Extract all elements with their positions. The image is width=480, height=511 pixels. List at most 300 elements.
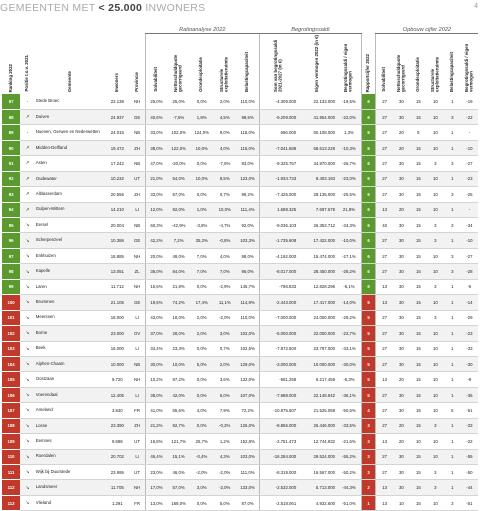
province-cell: NB bbox=[129, 125, 145, 140]
municipality-name: Voerendaal bbox=[35, 387, 105, 402]
position-cell: ↘ bbox=[20, 310, 35, 325]
solvency-cell: 41,0% bbox=[145, 403, 167, 418]
land-exploitation-cell: 10,0% bbox=[190, 171, 213, 186]
position-cell: ↘ bbox=[20, 248, 35, 263]
solvency-cell: 16,8% bbox=[145, 434, 167, 449]
column-header-label: Belastingcapaciteit bbox=[449, 51, 454, 92]
score-cell: 6 bbox=[361, 233, 376, 248]
score-solvency-cell: 27 bbox=[376, 264, 393, 279]
score-net-debt-cell: 20 bbox=[393, 372, 410, 387]
solvency-cell: 23,0% bbox=[145, 465, 167, 480]
budget-balance-cell: 1.688.325 bbox=[259, 202, 298, 217]
solvency-cell: 12,0% bbox=[145, 202, 167, 217]
score-ratio-cell: -55 bbox=[461, 449, 478, 464]
net-debt-cell: 23,3% bbox=[167, 341, 190, 356]
score-solvency-cell: 27 bbox=[376, 449, 393, 464]
score-solvency-cell: 27 bbox=[376, 233, 393, 248]
structural-space-cell: -2,0% bbox=[213, 480, 236, 495]
score-structural-cell: 10 bbox=[427, 264, 444, 279]
net-debt-cell: 21,8% bbox=[167, 279, 190, 294]
score-cell: 6 bbox=[361, 140, 376, 155]
inhabitants-cell: 20.702 bbox=[105, 449, 129, 464]
score-net-debt-cell: 30 bbox=[393, 326, 410, 341]
structural-space-cell: -2,0% bbox=[213, 465, 236, 480]
score-tax-cell: 1 bbox=[444, 341, 461, 356]
budget-balance-cell: -2.751.473 bbox=[259, 434, 298, 449]
table-row bbox=[2, 418, 478, 433]
score-land-cell: 15 bbox=[410, 156, 427, 171]
equity-cell: 22.133.000 bbox=[298, 94, 337, 109]
municipality-name: Scherpenzeel bbox=[35, 233, 105, 248]
page-title bbox=[0, 0, 205, 16]
table-row bbox=[2, 264, 478, 279]
score-cell: 5 bbox=[361, 387, 376, 402]
score-tax-cell: 1 bbox=[444, 434, 461, 449]
net-debt-cell: 65,6% bbox=[167, 403, 190, 418]
inhabitants-cell: 24.937 bbox=[105, 109, 129, 124]
position-cell: ↘ bbox=[20, 295, 35, 310]
province-cell: UT bbox=[129, 465, 145, 480]
table-row bbox=[2, 403, 478, 418]
equity-cell: 68.613.228 bbox=[298, 140, 337, 155]
column-header bbox=[20, 33, 35, 94]
municipality-name: Asten bbox=[35, 156, 105, 171]
net-debt-cell: 46,0% bbox=[167, 465, 190, 480]
score-solvency-cell: 27 bbox=[376, 356, 393, 371]
score-land-cell: 15 bbox=[410, 233, 427, 248]
score-structural-cell: 10 bbox=[427, 326, 444, 341]
score-cell: 5 bbox=[361, 372, 376, 387]
score-tax-cell: 1 bbox=[444, 94, 461, 109]
position-cell: - bbox=[20, 125, 35, 140]
score-structural-cell: 10 bbox=[427, 140, 444, 155]
budget-balance-cell: -10.875.507 bbox=[259, 403, 298, 418]
table-row bbox=[2, 495, 478, 510]
column-header-label: Solvabiliteit bbox=[153, 67, 159, 92]
score-land-cell: 15 bbox=[410, 94, 427, 109]
municipality-name: Borne bbox=[35, 326, 105, 341]
land-exploitation-cell: 5,0% bbox=[190, 356, 213, 371]
score-land-cell: 15 bbox=[410, 356, 427, 371]
equity-cell: 34.870.000 bbox=[298, 156, 337, 171]
structural-space-cell: 5,0% bbox=[213, 495, 236, 510]
inhabitants-cell: 23.390 bbox=[105, 418, 129, 433]
score-structural-cell: 10 bbox=[427, 125, 444, 140]
solvency-cell: 21,2% bbox=[145, 418, 167, 433]
structural-space-cell: 0,7% bbox=[213, 187, 236, 202]
province-cell: LI bbox=[129, 310, 145, 325]
column-header bbox=[236, 33, 259, 94]
net-debt-cell: 7,2% bbox=[167, 233, 190, 248]
score-land-cell: 15 bbox=[410, 187, 427, 202]
rank-cell: 96 bbox=[2, 233, 20, 248]
score-net-debt-cell: 30 bbox=[393, 387, 410, 402]
column-header bbox=[190, 33, 213, 94]
balance-equity-ratio-cell: -27,1% bbox=[337, 248, 361, 263]
score-cell: 6 bbox=[361, 94, 376, 109]
score-cell: 6 bbox=[361, 125, 376, 140]
score-net-debt-cell: 20 bbox=[393, 418, 410, 433]
rank-cell: 99 bbox=[2, 279, 20, 294]
score-cell: 5 bbox=[361, 310, 376, 325]
structural-space-cell: 9,0% bbox=[213, 125, 236, 140]
municipality-name: Alblasserdam bbox=[35, 187, 105, 202]
inhabitants-cell: 22.138 bbox=[105, 94, 129, 109]
budget-balance-cell: -9.036.103 bbox=[259, 218, 298, 233]
rank-cell: 98 bbox=[2, 264, 20, 279]
score-tax-cell: 1 bbox=[444, 387, 461, 402]
rank-cell: 92 bbox=[2, 171, 20, 186]
solvency-cell: 30,0% bbox=[145, 356, 167, 371]
score-land-cell: 15 bbox=[410, 403, 427, 418]
budget-balance-cell: -7.041.688 bbox=[259, 140, 298, 155]
column-header bbox=[444, 33, 461, 94]
solvency-cell: 37,0% bbox=[145, 326, 167, 341]
title-prefix: GEMEENTEN MET bbox=[0, 2, 96, 14]
column-header bbox=[35, 33, 105, 94]
score-structural-cell: 10 bbox=[427, 387, 444, 402]
budget-balance-cell: -2.532.000 bbox=[259, 480, 298, 495]
municipality-name: Brummen bbox=[35, 295, 105, 310]
province-cell: GE bbox=[129, 295, 145, 310]
score-land-cell: 15 bbox=[410, 264, 427, 279]
column-header bbox=[427, 33, 444, 94]
group-header-row bbox=[2, 24, 478, 33]
municipality-name: Landsmeer bbox=[35, 480, 105, 495]
province-cell: UT bbox=[129, 434, 145, 449]
score-structural-cell: 10 bbox=[427, 202, 444, 217]
column-header-label: Begrotingssaldi / eigen vermogen bbox=[343, 43, 353, 92]
budget-balance-cell: -581.258 bbox=[259, 372, 298, 387]
position-cell: ↘ bbox=[20, 326, 35, 341]
score-structural-cell: 3 bbox=[427, 310, 444, 325]
table-row bbox=[2, 295, 478, 310]
score-tax-cell: 1 bbox=[444, 480, 461, 495]
position-cell: ↗ bbox=[20, 202, 35, 217]
score-structural-cell: 10 bbox=[427, 449, 444, 464]
municipality-name: Eemnes bbox=[35, 434, 105, 449]
score-land-cell: 15 bbox=[410, 295, 427, 310]
position-cell: ↘ bbox=[20, 480, 35, 495]
province-cell: NB bbox=[129, 356, 145, 371]
tax-capacity-cell: 99,2% bbox=[236, 187, 259, 202]
solvency-cell: 38,0% bbox=[145, 140, 167, 155]
net-debt-cell: 57,0% bbox=[167, 187, 190, 202]
score-ratio-cell: -30 bbox=[461, 356, 478, 371]
score-structural-cell: 3 bbox=[427, 279, 444, 294]
score-net-debt-cell: 30 bbox=[393, 264, 410, 279]
tax-capacity-cell: 123,0% bbox=[236, 171, 259, 186]
solvency-cell: 20,0% bbox=[145, 248, 167, 263]
table-row bbox=[2, 187, 478, 202]
column-header-row bbox=[2, 33, 478, 94]
rank-cell: 102 bbox=[2, 326, 20, 341]
inhabitants-cell: 12.405 bbox=[105, 387, 129, 402]
score-cell: 5 bbox=[361, 356, 376, 371]
column-header-label: Eigen vermogen 2022 (in €) bbox=[314, 35, 320, 92]
score-tax-cell: 1 bbox=[444, 125, 461, 140]
land-exploitation-cell: -3,8% bbox=[190, 218, 213, 233]
score-solvency-cell: 13 bbox=[376, 434, 393, 449]
position-cell: ↗ bbox=[20, 171, 35, 186]
score-net-debt-cell: 20 bbox=[393, 140, 410, 155]
score-cell: 2 bbox=[361, 480, 376, 495]
tax-capacity-cell: 96,0% bbox=[236, 264, 259, 279]
balance-equity-ratio-cell: -23,0% bbox=[337, 171, 361, 186]
table-row bbox=[2, 341, 478, 356]
province-cell: GE bbox=[129, 109, 145, 124]
score-structural-cell: 3 bbox=[427, 233, 444, 248]
score-ratio-cell: -9 bbox=[461, 372, 478, 387]
score-solvency-cell: 13 bbox=[376, 295, 393, 310]
position-cell: ↗ bbox=[20, 109, 35, 124]
tax-capacity-cell: 102,5% bbox=[236, 341, 259, 356]
position-cell: ↘ bbox=[20, 387, 35, 402]
score-structural-cell: 3 bbox=[427, 465, 444, 480]
score-net-debt-cell: 30 bbox=[393, 94, 410, 109]
province-cell: NH bbox=[129, 94, 145, 109]
province-cell: NB bbox=[129, 218, 145, 233]
score-land-cell: 15 bbox=[410, 449, 427, 464]
table-row bbox=[2, 449, 478, 464]
province-cell: ZL bbox=[129, 264, 145, 279]
municipality-name: Nuenen, Gerwen en Nederwetten bbox=[35, 125, 105, 140]
rank-cell: 105 bbox=[2, 372, 20, 387]
balance-equity-ratio-cell: -36,1% bbox=[337, 387, 361, 402]
score-ratio-cell: -25 bbox=[461, 187, 478, 202]
column-header-label: Gemeente bbox=[66, 70, 72, 92]
equity-cell: 22.148.942 bbox=[298, 387, 337, 402]
score-structural-cell: 10 bbox=[427, 434, 444, 449]
equity-cell: 23.797.000 bbox=[298, 341, 337, 356]
score-solvency-cell: 40 bbox=[376, 218, 393, 233]
score-structural-cell: 10 bbox=[427, 295, 444, 310]
score-cell: 6 bbox=[361, 218, 376, 233]
score-net-debt-cell: 30 bbox=[393, 341, 410, 356]
balance-equity-ratio-cell: -28,2% bbox=[337, 264, 361, 279]
score-ratio-cell: -36 bbox=[461, 387, 478, 402]
score-ratio-cell: -33 bbox=[461, 418, 478, 433]
net-debt-cell: 122,0% bbox=[167, 140, 190, 155]
score-solvency-cell: 13 bbox=[376, 202, 393, 217]
structural-space-cell: 7,9% bbox=[213, 403, 236, 418]
rank-cell: 109 bbox=[2, 434, 20, 449]
tax-capacity-cell: 98,0% bbox=[236, 248, 259, 263]
score-tax-cell: 3 bbox=[444, 264, 461, 279]
balance-equity-ratio-cell: 1,3% bbox=[337, 125, 361, 140]
province-cell: LI bbox=[129, 387, 145, 402]
inhabitants-cell: 10.232 bbox=[105, 171, 129, 186]
tax-capacity-cell: 111,0% bbox=[236, 465, 259, 480]
score-cell: 3 bbox=[361, 418, 376, 433]
column-header-label: Rapportcijfer 2022 bbox=[365, 53, 371, 92]
column-header bbox=[129, 33, 145, 94]
inhabitants-cell: 13.051 bbox=[105, 264, 129, 279]
score-net-debt-cell: 30 bbox=[393, 218, 410, 233]
score-structural-cell: 10 bbox=[427, 403, 444, 418]
balance-equity-ratio-cell: -10,0% bbox=[337, 233, 361, 248]
column-header bbox=[298, 33, 337, 94]
score-ratio-cell: -33 bbox=[461, 341, 478, 356]
inhabitants-cell: 11.705 bbox=[105, 480, 129, 495]
solvency-cell: 42,2% bbox=[145, 233, 167, 248]
score-solvency-cell: 27 bbox=[376, 326, 393, 341]
table-row bbox=[2, 171, 478, 186]
score-ratio-cell: -50 bbox=[461, 465, 478, 480]
equity-cell: 24.000.000 bbox=[298, 310, 337, 325]
balance-equity-ratio-cell: -21,6% bbox=[337, 434, 361, 449]
score-structural-cell: 3 bbox=[427, 480, 444, 495]
tax-capacity-cell: 92,0% bbox=[236, 218, 259, 233]
municipality-name: Enkhuizen bbox=[35, 248, 105, 263]
score-net-debt-cell: 30 bbox=[393, 187, 410, 202]
score-structural-cell: 3 bbox=[427, 156, 444, 171]
position-cell: ↘ bbox=[20, 233, 35, 248]
solvency-cell: 38,0% bbox=[145, 387, 167, 402]
score-ratio-cell: -51 bbox=[461, 495, 478, 510]
score-solvency-cell: 13 bbox=[376, 372, 393, 387]
inhabitants-cell: 21.105 bbox=[105, 295, 129, 310]
equity-cell: 4.932.600 bbox=[298, 495, 337, 510]
equity-cell: 26.353.712 bbox=[298, 218, 337, 233]
net-debt-cell: 97,2% bbox=[167, 372, 190, 387]
score-ratio-cell: - bbox=[461, 202, 478, 217]
solvency-cell: 46,4% bbox=[145, 449, 167, 464]
tax-capacity-cell: 146,7% bbox=[236, 279, 259, 294]
solvency-cell: 25,0% bbox=[145, 94, 167, 109]
rank-cell: 107 bbox=[2, 403, 20, 418]
position-cell: ↗ bbox=[20, 140, 35, 155]
score-tax-cell: 1 bbox=[444, 418, 461, 433]
inhabitants-cell: 10.386 bbox=[105, 233, 129, 248]
score-land-cell: 5 bbox=[410, 125, 427, 140]
table-row bbox=[2, 109, 478, 124]
balance-equity-ratio-cell: -14,0% bbox=[337, 295, 361, 310]
position-cell: ↘ bbox=[20, 218, 35, 233]
equity-cell: 15.474.000 bbox=[298, 248, 337, 263]
group-header-begroting: Begrotingssaldi bbox=[259, 24, 361, 33]
tax-capacity-cell: 152,8% bbox=[236, 434, 259, 449]
inhabitants-cell: 20.004 bbox=[105, 218, 129, 233]
score-cell: 6 bbox=[361, 202, 376, 217]
net-debt-cell: 15,1% bbox=[167, 449, 190, 464]
score-cell: 3 bbox=[361, 465, 376, 480]
balance-equity-ratio-cell: -33,1% bbox=[337, 341, 361, 356]
balance-equity-ratio-cell: -19,5% bbox=[337, 94, 361, 109]
municipality-name: Eersel bbox=[35, 218, 105, 233]
position-cell: ↗ bbox=[20, 156, 35, 171]
score-ratio-cell: -6 bbox=[461, 279, 478, 294]
net-debt-cell: 102,0% bbox=[167, 125, 190, 140]
score-land-cell: 15 bbox=[410, 495, 427, 510]
municipality-name: Stede Broec bbox=[35, 94, 105, 109]
net-debt-cell: 10,0% bbox=[167, 356, 190, 371]
score-solvency-cell: 27 bbox=[376, 187, 393, 202]
score-ratio-cell: -10 bbox=[461, 233, 478, 248]
score-tax-cell: 3 bbox=[444, 156, 461, 171]
province-cell: ZH bbox=[129, 140, 145, 155]
municipality-name: Oostzaan bbox=[35, 372, 105, 387]
inhabitants-cell: 10.000 bbox=[105, 356, 129, 371]
structural-space-cell: 8,5% bbox=[213, 171, 236, 186]
budget-balance-cell: -786.833 bbox=[259, 279, 298, 294]
equity-cell: 12.828.296 bbox=[298, 279, 337, 294]
column-header-label: Grondexploitatie bbox=[198, 57, 204, 92]
score-cell: 5 bbox=[361, 341, 376, 356]
rank-cell: 95 bbox=[2, 218, 20, 233]
structural-space-cell: -0,8% bbox=[213, 233, 236, 248]
score-land-cell: 15 bbox=[410, 202, 427, 217]
land-exploitation-cell: 0,0% bbox=[190, 372, 213, 387]
score-structural-cell: 10 bbox=[427, 248, 444, 263]
score-net-debt-cell: 30 bbox=[393, 279, 410, 294]
equity-cell: 8.403.193 bbox=[298, 171, 337, 186]
score-solvency-cell: 13 bbox=[376, 495, 393, 510]
column-header-label: Solvabiliteit bbox=[381, 67, 387, 92]
column-header bbox=[2, 33, 20, 94]
score-tax-cell: 3 bbox=[444, 218, 461, 233]
table-row bbox=[2, 310, 478, 325]
tax-capacity-cell: 103,0% bbox=[236, 449, 259, 464]
land-exploitation-cell: 0,0% bbox=[190, 279, 213, 294]
structural-space-cell: -0,2% bbox=[213, 418, 236, 433]
structural-space-cell: 7,0% bbox=[213, 264, 236, 279]
province-cell: OV bbox=[129, 326, 145, 341]
score-structural-cell: 10 bbox=[427, 356, 444, 371]
score-solvency-cell: 27 bbox=[376, 109, 393, 124]
tax-capacity-cell: 102,0% bbox=[236, 326, 259, 341]
municipality-name: Duiven bbox=[35, 109, 105, 124]
rank-cell: 93 bbox=[2, 187, 20, 202]
province-cell: LI bbox=[129, 341, 145, 356]
tax-capacity-cell: 111,4% bbox=[236, 202, 259, 217]
tax-capacity-cell: 107,0% bbox=[236, 387, 259, 402]
table-row bbox=[2, 125, 478, 140]
budget-balance-cell: 656.000 bbox=[259, 125, 298, 140]
tax-capacity-cell: 103,3% bbox=[236, 233, 259, 248]
equity-cell: 17.417.000 bbox=[298, 295, 337, 310]
province-cell: ZH bbox=[129, 187, 145, 202]
equity-cell: 17.422.000 bbox=[298, 233, 337, 248]
tax-capacity-cell: 133,0% bbox=[236, 480, 259, 495]
score-net-debt-cell: 30 bbox=[393, 248, 410, 263]
tax-capacity-cell: 98,6% bbox=[236, 109, 259, 124]
rank-cell: 110 bbox=[2, 449, 20, 464]
tax-capacity-cell: 132,0% bbox=[236, 372, 259, 387]
table-row bbox=[2, 279, 478, 294]
land-exploitation-cell: 7,0% bbox=[190, 264, 213, 279]
structural-space-cell: 11,1% bbox=[213, 295, 236, 310]
province-cell: LI bbox=[129, 449, 145, 464]
tax-capacity-cell: 129,0% bbox=[236, 356, 259, 371]
inhabitants-cell: 3.840 bbox=[105, 403, 129, 418]
column-header-label: Belastingcapaciteit bbox=[244, 51, 250, 92]
score-ratio-cell: -19 bbox=[461, 94, 478, 109]
score-ratio-cell: -23 bbox=[461, 326, 478, 341]
land-exploitation-cell: 10,0% bbox=[190, 140, 213, 155]
inhabitants-cell: 1.291 bbox=[105, 495, 129, 510]
score-net-debt-cell: 30 bbox=[393, 295, 410, 310]
land-exploitation-cell: 1,0% bbox=[190, 202, 213, 217]
score-tax-cell: 3 bbox=[444, 187, 461, 202]
table-row bbox=[2, 233, 478, 248]
rank-cell: 91 bbox=[2, 156, 20, 171]
net-debt-cell: 25,0% bbox=[167, 94, 190, 109]
budget-balance-cell: -9.209.000 bbox=[259, 109, 298, 124]
score-net-debt-cell: 30 bbox=[393, 480, 410, 495]
score-cell: 3 bbox=[361, 449, 376, 464]
score-tax-cell: 1 bbox=[444, 465, 461, 480]
